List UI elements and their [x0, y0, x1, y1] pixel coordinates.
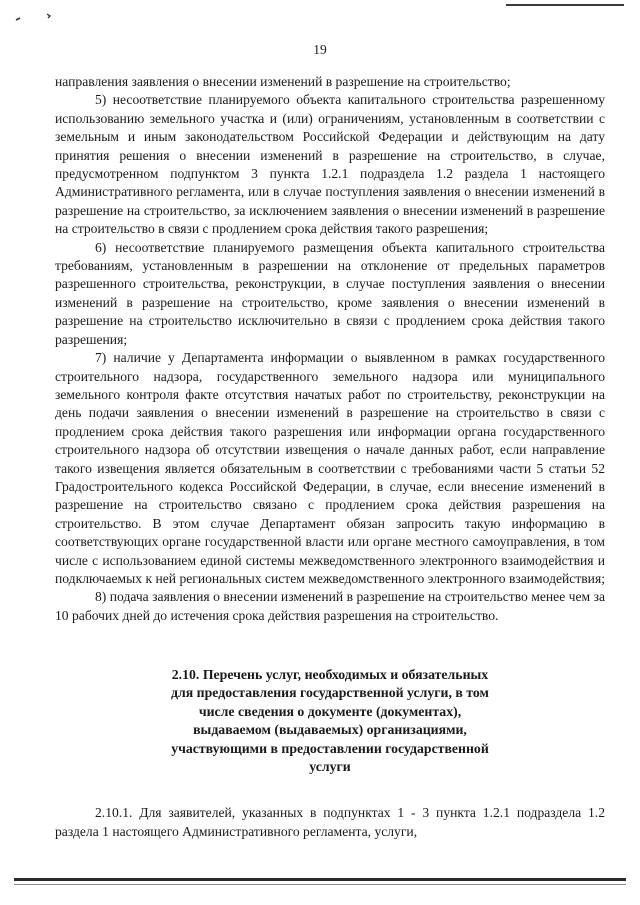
heading-line: 2.10. Перечень услуг, необходимых и обязательных: [171, 667, 489, 682]
paragraph-item-5: 5) несоответствие планируемого объекта капитального строительства разрешенному использованию земельного участка и (или) ограничениям, установленным в соответствии с земельным и иным законодательством Российской Федерации и действующим на дату принятия решения о внесении изменений в разрешение на строительство, в случае, предусмотренном подпунктом 3 пункта 1.2.1 подраздела 1.2 раздела 1 настоящего Административного регламента, или в случае поступления заявления о внесении изменений в разрешение на строительство, за исключением заявления о внесении изменений в разрешение на строительство в связи с продлением срока действия такого разрешения;: [55, 92, 605, 237]
page-number: 19: [313, 42, 327, 57]
bottom-scan-rule: [14, 878, 626, 881]
section-heading-2-10: [140, 666, 520, 776]
heading-line: услуги: [309, 759, 351, 775]
body-text-continued: [55, 803, 605, 841]
scan-artifact-mark: [14, 12, 54, 22]
paragraph-2-10-1: 2.10.1. Для заявителей, указанных в подпунктах 1 - 3 пункта 1.2.1 подраздела 1.2 раздела 1 настоящего Административного регламента, услуги,: [55, 805, 605, 839]
paragraph-item-8: 8) подача заявления о внесении изменений в разрешение на строительство менее чем за 10 рабочих дней до истечения срока действия разрешения на строительство.: [55, 589, 605, 623]
paragraph-item-6: 6) несоответствие планируемого размещения объекта капитального строительства требованиям, установленным в разрешении на отклонение от предельных параметров разрешенного строительства, реконструкции, в случае поступления заявления о внесении изменений в разрешение на строительство, кроме заявления о внесении изменений в разрешение на строительство исключительно в связи с продлением срока действия такого разрешения;: [55, 239, 605, 347]
top-scan-rule: [506, 4, 624, 6]
heading-line: участвующими в предоставлении государственной: [171, 740, 489, 756]
heading-line: для предоставления государственной услуги, в том: [171, 685, 489, 701]
paragraph-continuation: направления заявления о внесении изменений в разрешение на строительство;: [55, 74, 511, 89]
paragraph-item-7: 7) наличие у Департамента информации о выявленном в рамках государственного строительного надзора, государственного земельного надзора или муниципального земельного контроля факте отсутствия начатых работ по строительству, реконструкции на день подачи заявления о внесении изменений в разрешение на строительство в связи с продлением срока действия такого разрешения или информации органа государственного строительного надзора об отсутствии извещения о начале данных работ, если направление такого извещения является обязательным в соответствии с требованиями части 5 статьи 52 Градостроительного кодекса Российской Федерации, в случае, если внесение изменений в разрешение на строительство связано с продлением срока действия разрешения на строительство. В этом случае Департамент обязан запросить такую информацию в соответствующих органе государственной власти или органе местного самоуправления, в том числе с использованием единой системы межведомственного электронного взаимодействия и подключаемых к ней региональных систем межведомственного электронного взаимодействия;: [55, 350, 605, 586]
heading-line: числе сведения о документе (документах),: [198, 703, 462, 719]
bottom-scan-rule-thin: [14, 884, 626, 885]
body-text: [55, 73, 605, 625]
heading-line: выдаваемом (выдаваемых) организациями,: [193, 722, 467, 738]
